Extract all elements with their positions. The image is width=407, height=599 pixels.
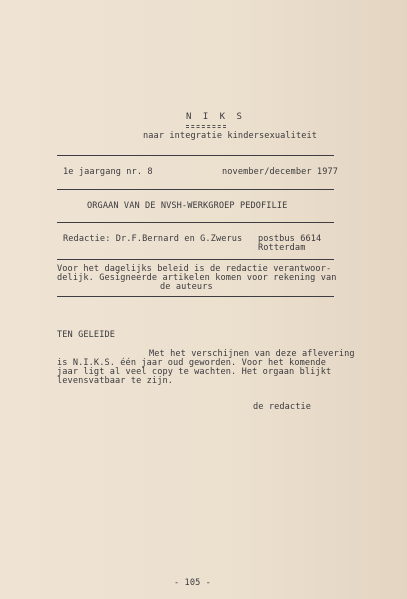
address-line-2: Rotterdam	[258, 243, 306, 253]
article-line-3: jaar ligt al veel copy te wachten. Het orgaan blijkt	[57, 367, 332, 377]
organ-line: ORGAAN VAN DE NVSH-WERKGROEP PEDOFILIE	[87, 201, 288, 211]
article-line-4: levensvatbaar te zijn.	[57, 376, 174, 386]
disclaimer-line-1: Voor het dagelijks beleid is de redactie verantwoor-	[57, 264, 332, 274]
page-number: - 105 -	[174, 578, 211, 588]
issue-date: november/december 1977	[222, 167, 339, 177]
article-line-1: Met het verschijnen van deze aflevering	[149, 349, 355, 359]
journal-title: N I K S	[186, 112, 245, 122]
title-underline	[186, 125, 226, 126]
title-underline-double	[186, 127, 226, 128]
rule-below-disclaimer	[57, 296, 334, 297]
rule-below-organ	[57, 222, 334, 223]
issue-volume: 1e jaargang nr. 8	[63, 167, 153, 177]
journal-subtitle: naar integratie kindersexualiteit	[143, 131, 318, 141]
rule-below-issue	[57, 189, 334, 190]
rule-below-editors	[57, 259, 334, 260]
disclaimer-line-2: delijk. Gesigneerde artikelen komen voor rekening van	[57, 273, 337, 283]
editors-label: Redactie: Dr.F.Bernard en G.Zwerus	[63, 234, 243, 244]
article-heading: TEN GELEIDE	[57, 330, 116, 340]
rule-top	[57, 155, 334, 156]
article-signature: de redactie	[253, 402, 312, 412]
address-line-1: postbus 6614	[258, 234, 322, 244]
disclaimer-line-3: de auteurs	[160, 282, 213, 292]
article-line-2: is N.I.K.S. één jaar oud geworden. Voor het komende	[57, 358, 326, 368]
